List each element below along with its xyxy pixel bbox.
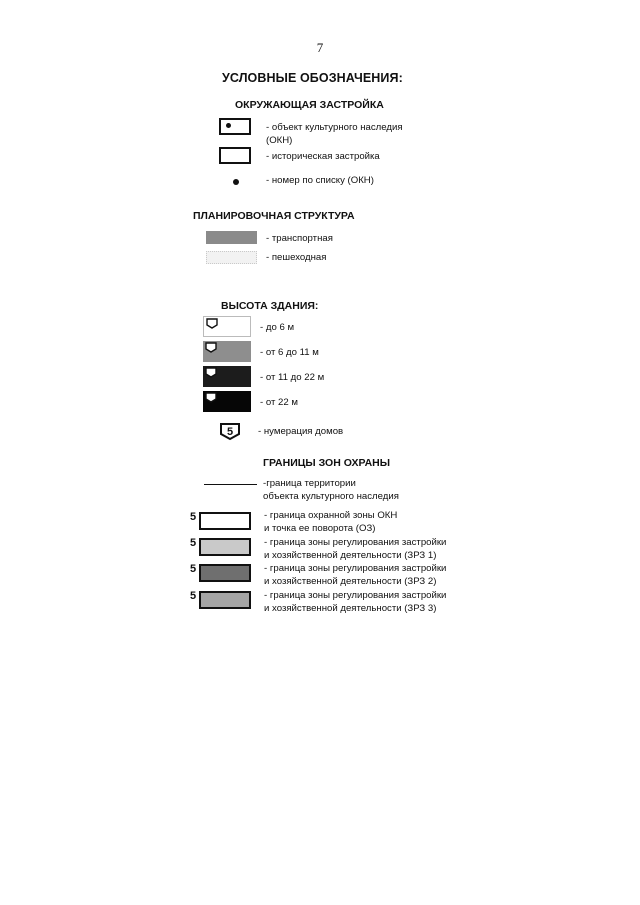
okn-object-label-line1: - объект культурного наследия	[266, 122, 403, 133]
zone-zrz2-number: 5	[190, 563, 197, 575]
house-number-icon	[206, 318, 218, 329]
house-number-icon	[205, 392, 217, 403]
height-up-to-6m-label: - до 6 м	[260, 322, 295, 333]
zone-zrz3-label	[264, 590, 446, 615]
pedestrian-symbol	[206, 251, 257, 264]
legend-title: УСЛОВНЫЕ ОБОЗНАЧЕНИЯ:	[222, 71, 403, 85]
zone-oz-label	[264, 510, 397, 535]
height-6-11m-symbol	[203, 341, 251, 362]
zone-oz-number: 5	[190, 511, 197, 523]
okn-object-label	[266, 122, 403, 147]
okn-object-symbol	[219, 118, 251, 135]
zone-zrz2-symbol	[199, 564, 251, 582]
zone-zrz1-label-line2: и хозяйственной деятельности (ЗРЗ 1)	[264, 549, 437, 561]
house-number-icon	[205, 367, 217, 378]
height-11-22m-symbol	[203, 366, 251, 387]
height-over-22m-symbol	[203, 391, 251, 412]
zone-zrz1-label	[264, 537, 446, 562]
house-numbering-label: - нумерация домов	[258, 426, 344, 437]
height-11-22m-label: - от 11 до 22 м	[260, 372, 325, 383]
list-number-label: - номер по списку (ОКН)	[266, 175, 374, 186]
zone-zrz3-label-line2: и хозяйственной деятельности (ЗРЗ 3)	[264, 602, 437, 614]
zones-heading: ГРАНИЦЫ ЗОН ОХРАНЫ	[263, 457, 391, 469]
house-number-icon	[205, 342, 217, 353]
surroundings-heading: ОКРУЖАЮЩАЯ ЗАСТРОЙКА	[235, 99, 384, 111]
pedestrian-label: - пешеходная	[266, 252, 327, 263]
house-numbering-number: 5	[226, 426, 234, 438]
height-over-22m-label: - от 22 м	[260, 397, 298, 408]
zone-oz-label-line2: и точка ее поворота (ОЗ)	[264, 522, 376, 534]
list-number-dot	[233, 179, 239, 185]
historic-building-symbol	[219, 147, 251, 164]
zone-zrz2-label-line2: и хозяйственной деятельности (ЗРЗ 2)	[264, 575, 437, 587]
zone-zrz3-label-line1: - граница зоны регулирования застройки	[264, 590, 447, 601]
territory-boundary-label-line2: объекта культурного наследия	[263, 490, 399, 502]
transport-label: - транспортная	[266, 233, 333, 244]
zone-zrz1-label-line1: - граница зоны регулирования застройки	[264, 537, 447, 548]
page-number: 7	[316, 40, 324, 55]
zone-oz-symbol	[199, 512, 251, 530]
zone-zrz3-symbol	[199, 591, 251, 609]
height-heading: ВЫСОТА ЗДАНИЯ:	[221, 300, 319, 312]
planning-heading: ПЛАНИРОВОЧНАЯ СТРУКТУРА	[193, 210, 355, 222]
okn-marker-dot	[226, 123, 231, 128]
zone-zrz2-label-line1: - граница зоны регулирования застройки	[264, 563, 447, 574]
territory-boundary-label	[263, 478, 399, 503]
territory-boundary-line	[204, 484, 257, 485]
okn-object-label-line2: (ОКН)	[266, 134, 293, 146]
zone-oz-label-line1: - граница охранной зоны ОКН	[264, 510, 398, 521]
zone-zrz1-symbol	[199, 538, 251, 556]
house-numbering-icon	[219, 422, 241, 441]
zone-zrz2-label	[264, 563, 446, 588]
transport-symbol	[206, 231, 257, 244]
zone-zrz3-number: 5	[190, 590, 197, 602]
height-6-11m-label: - от 6 до 11 м	[260, 347, 319, 358]
territory-boundary-label-line1: -граница территории	[263, 478, 356, 489]
zone-zrz1-number: 5	[190, 537, 197, 549]
height-up-to-6m-symbol	[203, 316, 251, 337]
historic-building-label: - историческая застройка	[266, 151, 380, 162]
